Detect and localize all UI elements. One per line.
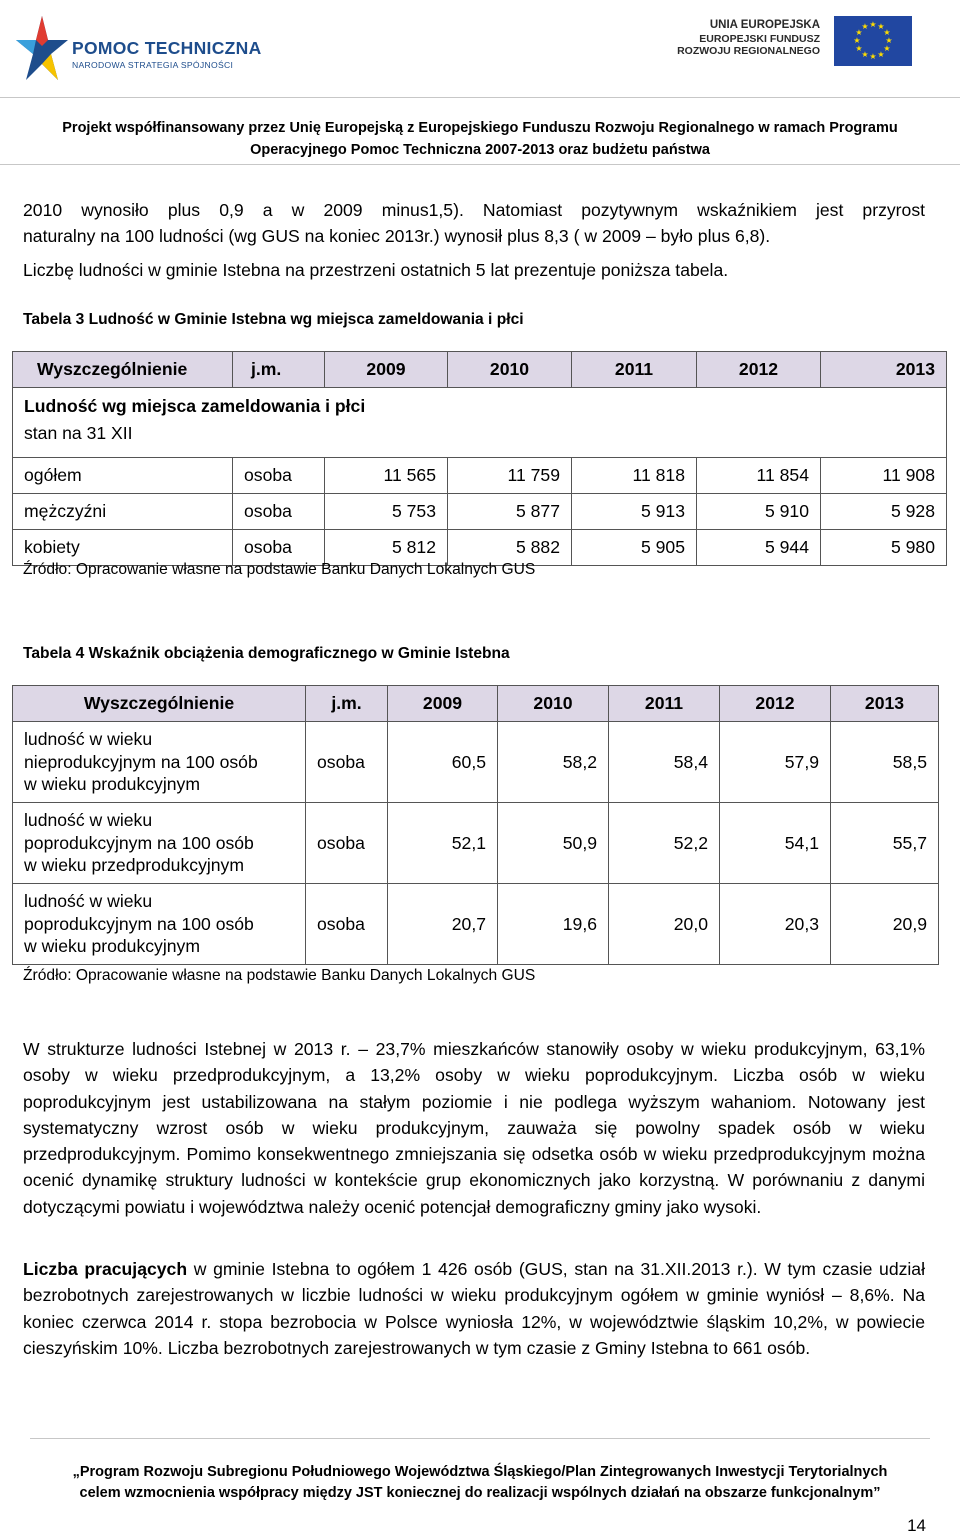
table4-header-cell: 2013 (831, 686, 939, 722)
value-cell: 58,5 (831, 722, 939, 803)
footer-line-1: „Program Rozwoju Subregionu Południowego Województwa Śląskiego/Plan Zintegrowanych Inwestycji Terytorialnych (72, 1464, 888, 1480)
value-cell: 5 913 (572, 494, 697, 530)
svg-text:★: ★ (853, 36, 861, 45)
value-cell: 5 944 (697, 530, 821, 566)
body-paragraph-1 (23, 1036, 925, 1220)
row-label-line: ludność w wieku (24, 729, 153, 750)
row-label-line: poprodukcyjnym na 100 osób (24, 913, 254, 934)
row-label-line: ludność w wieku (24, 891, 153, 912)
value-cell: 58,4 (609, 722, 720, 803)
value-cell: 20,3 (720, 884, 831, 965)
value-cell: 5 812 (325, 530, 448, 566)
table4-source: Źródło: Opracowanie własne na podstawie Banku Danych Lokalnych GUS (23, 967, 536, 984)
value-cell: 5 910 (697, 494, 821, 530)
table3-header-cell: 2010 (448, 352, 572, 388)
value-cell: 5 877 (448, 494, 572, 530)
svg-text:★: ★ (877, 50, 885, 59)
footer-divider (30, 1438, 930, 1439)
table3-header-cell: 2013 (821, 352, 947, 388)
value-cell: 52,2 (609, 803, 720, 884)
table4 (12, 685, 939, 965)
value-cell: 5 980 (821, 530, 947, 566)
eu-flag-icon (834, 16, 912, 66)
row-label-line: w wieku przedprodukcyjnym (24, 855, 245, 876)
table3-caption: Tabela 3 Ludność w Gminie Istebna wg miejsca zameldowania i płci (23, 311, 524, 328)
intro-line-2: naturalny na 100 ludności (wg GUS na koniec 2013r.) wynosił plus 8,3 ( w 2009 – było plus 6,8). (23, 226, 771, 247)
paragraph-2-bold: Liczba pracujących (23, 1259, 188, 1279)
page-number: 14 (907, 1516, 926, 1535)
value-cell: 11 818 (572, 458, 697, 494)
row-unit: osoba (233, 494, 325, 530)
row-label (13, 884, 306, 965)
row-label-line: w wieku produkcyjnym (24, 936, 200, 957)
header-divider (0, 97, 960, 98)
svg-text:★: ★ (877, 22, 885, 31)
value-cell: 11 565 (325, 458, 448, 494)
table4-header-cell: 2009 (388, 686, 498, 722)
table3-header-cell: 2011 (572, 352, 697, 388)
table3-merged-row (13, 388, 947, 458)
svg-text:★: ★ (869, 52, 877, 61)
table3-source: Źródło: Opracowanie własne na podstawie Banku Danych Lokalnych GUS (23, 561, 536, 578)
paragraph-1-text: W strukturze ludności Istebnej w 2013 r. – 23,7% mieszkańców stanowiły osoby w wieku produkcyjnym, 63,1% osoby w wieku przedprodukcyjnym, a 13,2% osoby w wieku poprodukcyjnym. Liczba osób w wieku poprodukcyjnym jest ustabilizowana na stałym poziomie i nie podlega wyższym wahaniom. Notowany jest systematyczny wzrost osób w wieku produkcyjnym, zauważa się powolny spadek osób w wieku przedprodukcyjnym. Pomimo konsekwentnego zmniejszania się odsetka osób w wieku przedprodukcyjnym można ocenić dynamikę struktury ludności w kontekście grup ekonomicznych jako korzystną. W porównaniu z danymi dotyczącymi powiatu i województwa należy ocenić potencjał demograficzny gminy jako wysoki. (23, 1039, 925, 1217)
row-unit: osoba (233, 530, 325, 566)
table4-header-cell: 2012 (720, 686, 831, 722)
row-label-line: w wieku produkcyjnym (24, 774, 200, 795)
table4-header-cell: Wyszczególnienie (13, 686, 306, 722)
logo-right-line3: ROZWOJU REGIONALNEGO (677, 45, 820, 57)
logo-left-name: POMOC TECHNICZNA (72, 38, 262, 58)
header-divider-2 (0, 164, 960, 165)
footer-line-2: celem wzmocnienia współpracy między JST koniecznej do realizacji wspólnych działań na obszarze funkcjonalnym” (79, 1485, 881, 1501)
logo-left-subtitle: NARODOWA STRATEGIA SPÓJNOŚCI (72, 60, 234, 70)
table3-header-cell: 2009 (325, 352, 448, 388)
table3-header-cell: 2012 (697, 352, 821, 388)
value-cell: 58,2 (498, 722, 609, 803)
svg-text:★: ★ (883, 44, 891, 53)
star-logo-icon (14, 14, 70, 86)
row-unit: osoba (306, 722, 388, 803)
body-paragraph-2 (23, 1256, 925, 1361)
value-cell: 5 905 (572, 530, 697, 566)
svg-text:★: ★ (883, 28, 891, 37)
table3-header-cell: j.m. (233, 352, 325, 388)
row-label: mężczyźni (13, 494, 233, 530)
row-label-line: nieprodukcyjnym na 100 osób (24, 751, 258, 772)
table-row (13, 494, 947, 530)
row-unit: osoba (233, 458, 325, 494)
value-cell: 57,9 (720, 722, 831, 803)
table3-header-row (13, 352, 947, 388)
value-cell: 5 928 (821, 494, 947, 530)
value-cell: 19,6 (498, 884, 609, 965)
row-label-line: ludność w wieku (24, 810, 153, 831)
row-unit: osoba (306, 884, 388, 965)
logo-right-line1: UNIA EUROPEJSKA (709, 19, 820, 31)
table3 (12, 351, 947, 566)
paragraph-2-text: w gminie Istebna to ogółem 1 426 osób (GUS, stan na 31.XII.2013 r.). W tym czasie udział bezrobotnych zarejestrowanych w liczbie ludności w wieku produkcyjnym ogółem w gminie wyniósł – 8,6%. Na koniec czerwca 2014 r. stopa bezrobocia w Polsce wyniosła 12%, w województwie śląskim 10,2%, w powiecie cieszyńskim 10%. Liczba bezrobotnych zarejestrowanych w tym czasie z Gminy Istebna to 661 osób. (23, 1259, 926, 1358)
row-label-line: poprodukcyjnym na 100 osób (24, 832, 254, 853)
table-row (13, 458, 947, 494)
svg-text:★: ★ (855, 44, 863, 53)
value-cell: 11 854 (697, 458, 821, 494)
row-label: ogółem (13, 458, 233, 494)
value-cell: 52,1 (388, 803, 498, 884)
value-cell: 54,1 (720, 803, 831, 884)
table4-caption: Tabela 4 Wskaźnik obciążenia demograficznego w Gminie Istebna (23, 645, 510, 662)
svg-text:★: ★ (861, 22, 869, 31)
table3-header-cell: Wyszczególnienie (13, 352, 233, 388)
value-cell: 20,9 (831, 884, 939, 965)
table-row (13, 722, 939, 803)
value-cell: 50,9 (498, 803, 609, 884)
value-cell: 5 882 (448, 530, 572, 566)
value-cell: 11 908 (821, 458, 947, 494)
table4-header-cell: 2011 (609, 686, 720, 722)
intro-line-3: Liczbę ludności w gminie Istebna na przestrzeni ostatnich 5 lat prezentuje poniższa tabela. (23, 259, 729, 280)
value-cell: 5 753 (325, 494, 448, 530)
row-unit: osoba (306, 803, 388, 884)
value-cell: 20,0 (609, 884, 720, 965)
svg-text:★: ★ (861, 50, 869, 59)
table4-header-cell: j.m. (306, 686, 388, 722)
value-cell: 60,5 (388, 722, 498, 803)
row-label (13, 722, 306, 803)
project-line-2: Operacyjnego Pomoc Techniczna 2007-2013 oraz budżetu państwa (250, 142, 710, 158)
table-row (13, 884, 939, 965)
table-row (13, 803, 939, 884)
logo-right-line2: EUROPEJSKI FUNDUSZ (699, 33, 820, 45)
logo-eu-erdf (677, 14, 912, 68)
value-cell: 20,7 (388, 884, 498, 965)
row-label (13, 803, 306, 884)
project-line-1: Projekt współfinansowany przez Unię Europejską z Europejskiego Funduszu Rozwoju Regionalnego w ramach Programu (62, 120, 898, 136)
svg-text:★: ★ (869, 20, 877, 29)
svg-text:★: ★ (885, 36, 893, 45)
value-cell: 11 759 (448, 458, 572, 494)
table4-header-row (13, 686, 939, 722)
table3-merged-cell (13, 388, 947, 458)
paragraph-2 (23, 1256, 925, 1361)
logo-pomoc-techniczna (14, 14, 262, 86)
value-cell: 55,7 (831, 803, 939, 884)
table3-merged-subtitle: stan na 31 XII (24, 423, 133, 443)
svg-text:★: ★ (855, 28, 863, 37)
intro-line-1: 2010 wynosiło plus 0,9 a w 2009 minus1,5). Natomiast pozytywnym wskaźnikiem jest przyrost (23, 200, 925, 220)
table3-merged-title: Ludność wg miejsca zameldowania i płci (24, 396, 366, 416)
table4-header-cell: 2010 (498, 686, 609, 722)
row-label: kobiety (13, 530, 233, 566)
intro-text (23, 197, 925, 283)
